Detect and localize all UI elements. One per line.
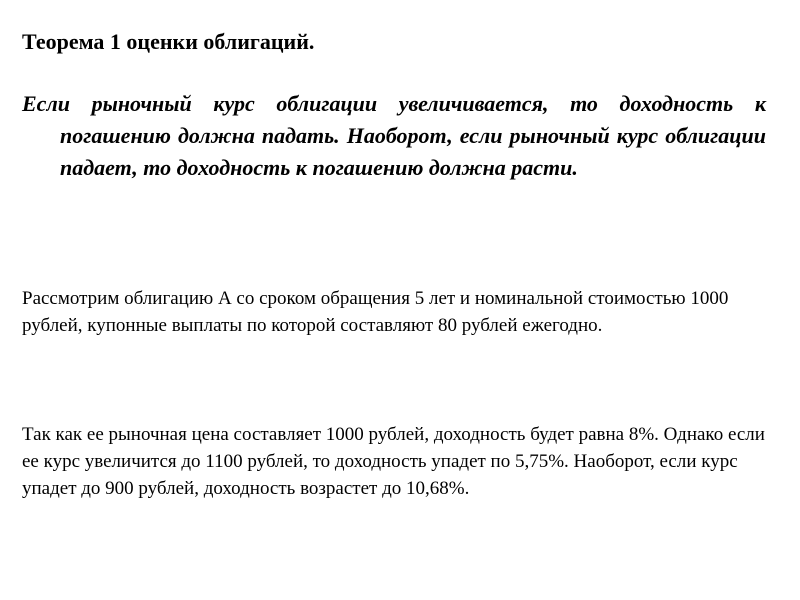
theorem-statement: Если рыночный курс облигации увеличивается, то доходность к погашению должна падать. Наоборот, если рыночный курс облигации падает, то доходность к погашению должна расти. <box>22 91 766 180</box>
yield-explanation-paragraph: Так как ее рыночная цена составляет 1000 рублей, доходность будет равна 8%. Однако если ее курс увеличится до 1100 рублей, то доходность упадет по 5,75%. Наоборот, если курс упадет до 900 рублей, доходность возрастет до 10,68%. <box>22 424 765 499</box>
slide-title: Теорема 1 оценки облигаций. <box>22 29 315 54</box>
example-paragraph: Рассмотрим облигацию А со сроком обращения 5 лет и номинальной стоимостью 1000 рублей, купонные выплаты по которой составляют 80 рублей ежегодно. <box>22 288 729 336</box>
